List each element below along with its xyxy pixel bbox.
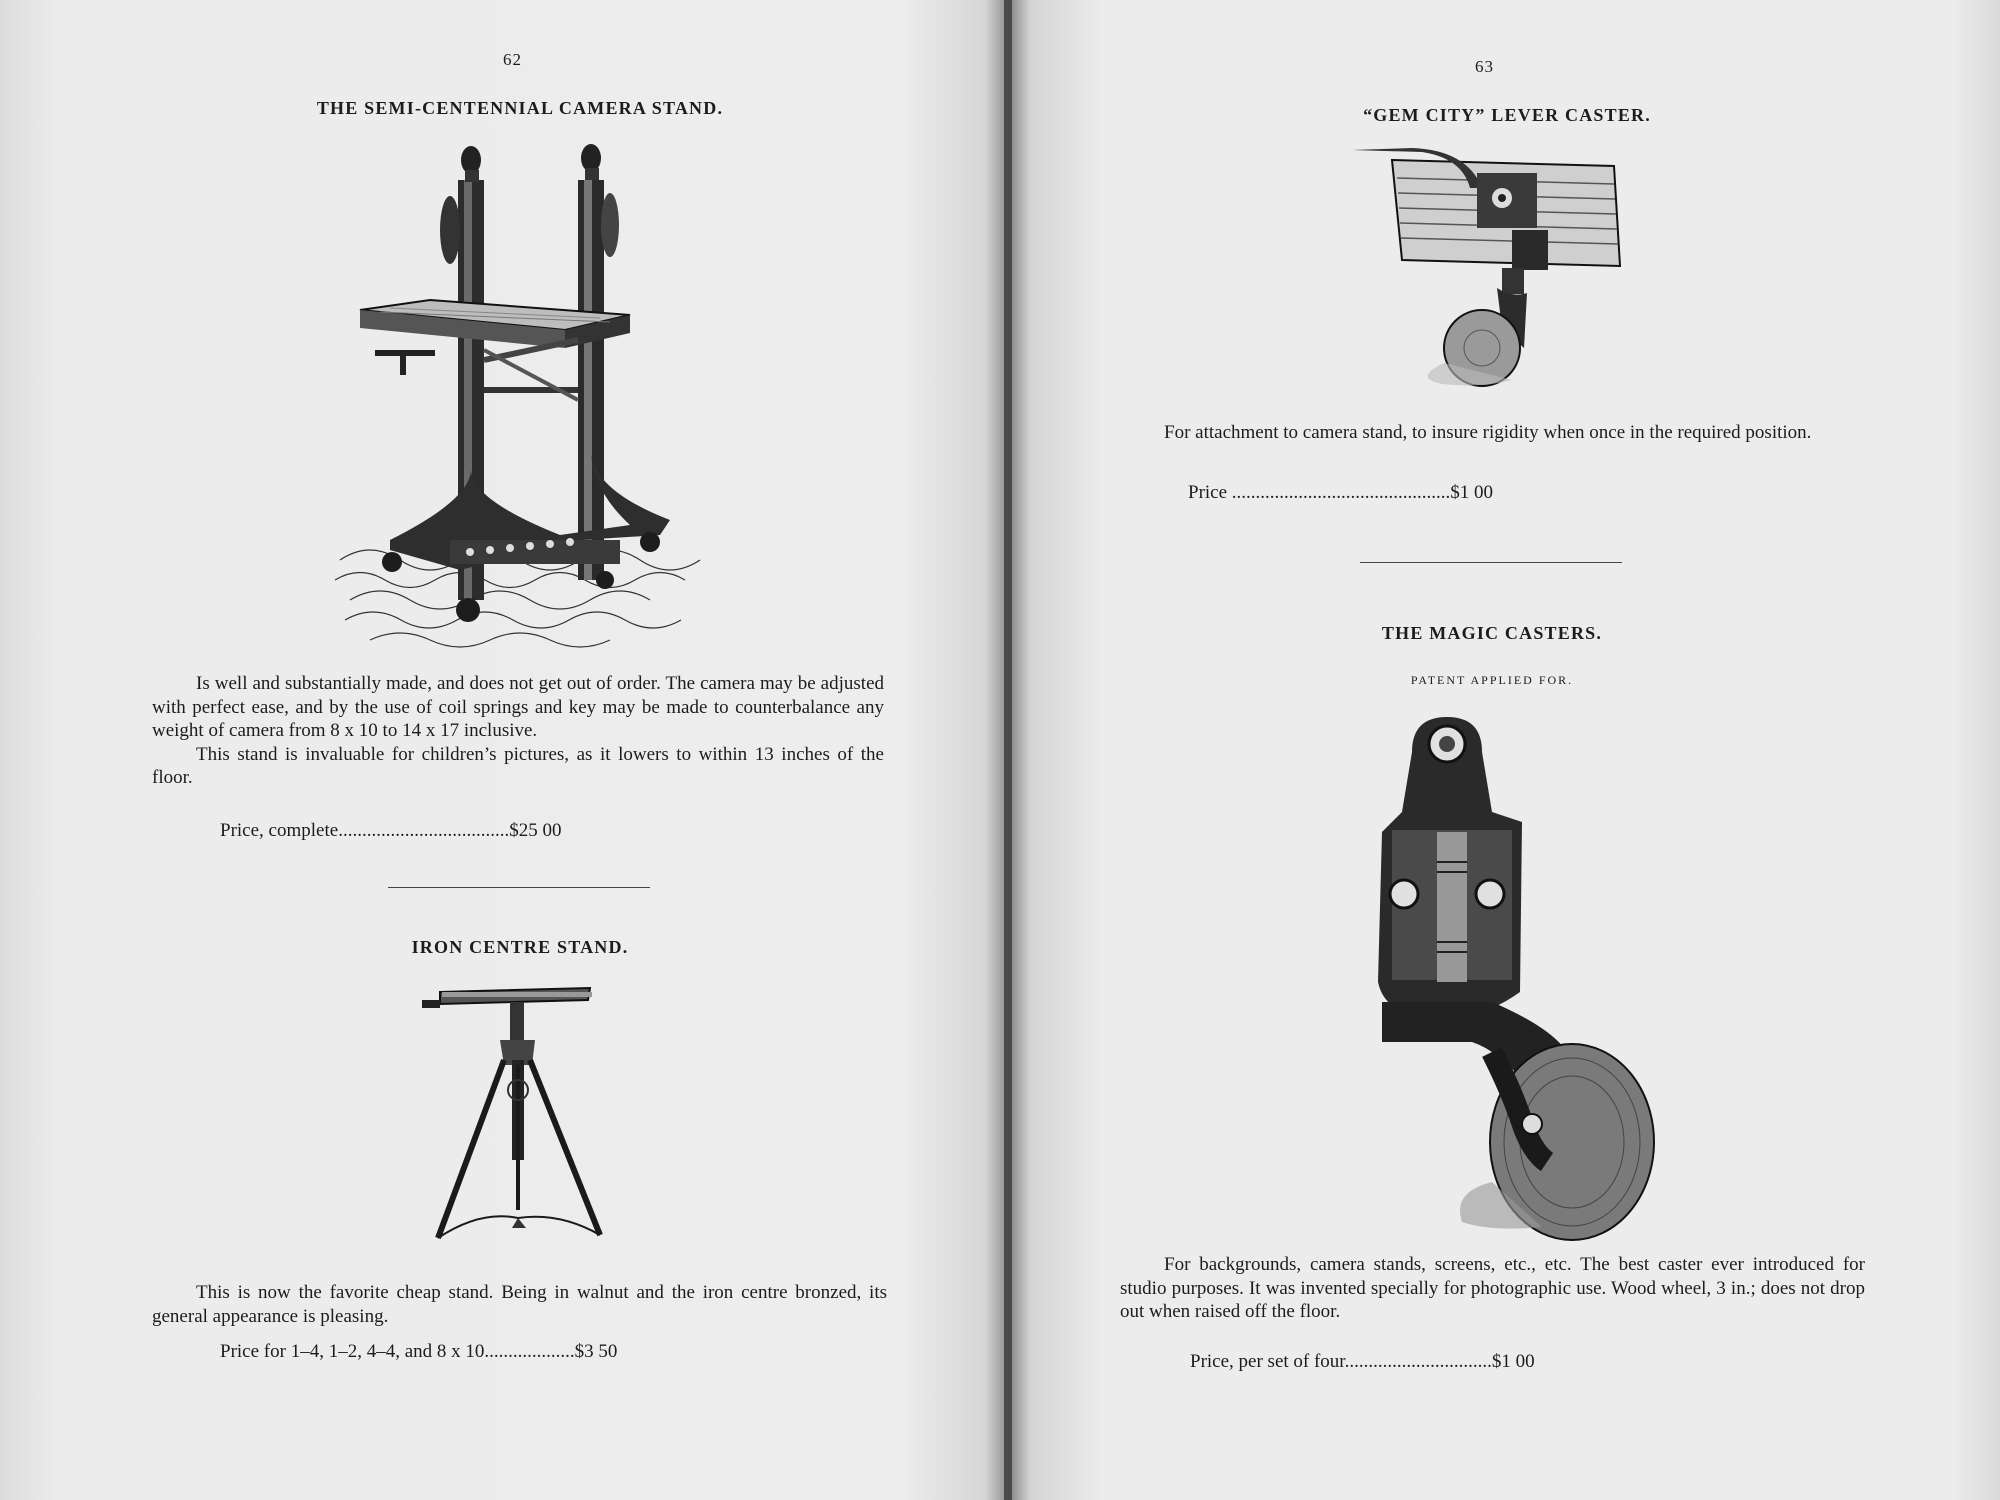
iron-centre-stand-illustration — [420, 980, 640, 1255]
magic-casters-price-leader: ............................... — [1344, 1351, 1492, 1372]
lever-caster-description-text: For attachment to camera stand, to insure rigidity when once in the required position. — [1164, 422, 1812, 443]
stand-base — [382, 450, 670, 622]
camera-stand-price-leader: .................................... — [338, 820, 510, 841]
page-number-right: 63 — [1475, 57, 1494, 76]
lever-caster-price-value: $1 00 — [1450, 482, 1494, 503]
right-page — [1012, 0, 2000, 1500]
magic-casters-price-line — [1190, 1351, 1535, 1373]
magic-casters-price-label: Price, per set of four — [1190, 1351, 1345, 1372]
camera-stand-price-line — [220, 820, 561, 842]
magic-casters-description — [1120, 1253, 1865, 1324]
magic-casters-title: THE MAGIC CASTERS. — [1381, 623, 1603, 643]
lever-caster-price-label: Price — [1188, 482, 1228, 503]
iron-centre-stand-price-label: Price for 1–4, 1–2, 4–4, and 8 x 10 — [220, 1341, 485, 1362]
magic-casters-price-value: $1 00 — [1491, 1351, 1535, 1372]
camera-stand-price-label: Price, complete — [220, 820, 339, 841]
right-post — [578, 144, 619, 580]
section-divider-left — [388, 887, 650, 888]
section-divider-right — [1360, 562, 1622, 563]
page-number-left: 62 — [503, 50, 522, 69]
camera-stand-description-1: Is well and substantially made, and does not get out of order. The camera may be adjusted with perfect ease, and by the use of coil springs and key may be made to counterbalance any weight of camera from 8 x 10 to 14 x 17 inclusive. — [152, 673, 884, 741]
iron-centre-stand-description-text: This is now the favorite cheap stand. Being in walnut and the iron centre bronzed, its general appearance is pleasing. — [152, 1282, 887, 1327]
camera-stand-price-value: $25 00 — [509, 820, 562, 841]
lever-caster-price-leader: .............................................. — [1231, 482, 1451, 503]
iron-centre-stand-price-value: $3 50 — [574, 1341, 618, 1362]
iron-centre-stand-price-leader: ................... — [484, 1341, 575, 1362]
magic-casters-description-text: For backgrounds, camera stands, screens, etc., etc. The best caster ever introduced for studio purposes. It was invented specially for photographic use. Wood wheel, 3 in.; does not drop out when raised off the floor. — [1120, 1254, 1865, 1322]
lever-caster-price-line — [1188, 482, 1493, 504]
camera-stand-description-2: This stand is invaluable for children’s pictures, as it lowers to within 13 inches of the floor. — [152, 743, 884, 788]
iron-centre-stand-description — [152, 1281, 887, 1328]
camera-stand-title: THE SEMI-CENTENNIAL CAMERA STAND. — [316, 98, 724, 118]
lever-caster-title: “GEM CITY” LEVER CASTER. — [1363, 105, 1651, 125]
cross-braces — [484, 340, 578, 400]
magic-caster-illustration — [1342, 712, 1672, 1232]
iron-centre-stand-price-line — [220, 1341, 617, 1363]
lever-caster-description — [1120, 421, 1865, 445]
iron-centre-stand-title: IRON CENTRE STAND. — [411, 937, 629, 957]
camera-stand-illustration — [330, 140, 710, 650]
lever-caster-illustration — [1352, 148, 1642, 388]
magic-casters-subtitle: PATENT APPLIED FOR. — [1410, 673, 1574, 687]
camera-stand-description — [152, 672, 884, 790]
book-gutter — [1004, 0, 1012, 1500]
